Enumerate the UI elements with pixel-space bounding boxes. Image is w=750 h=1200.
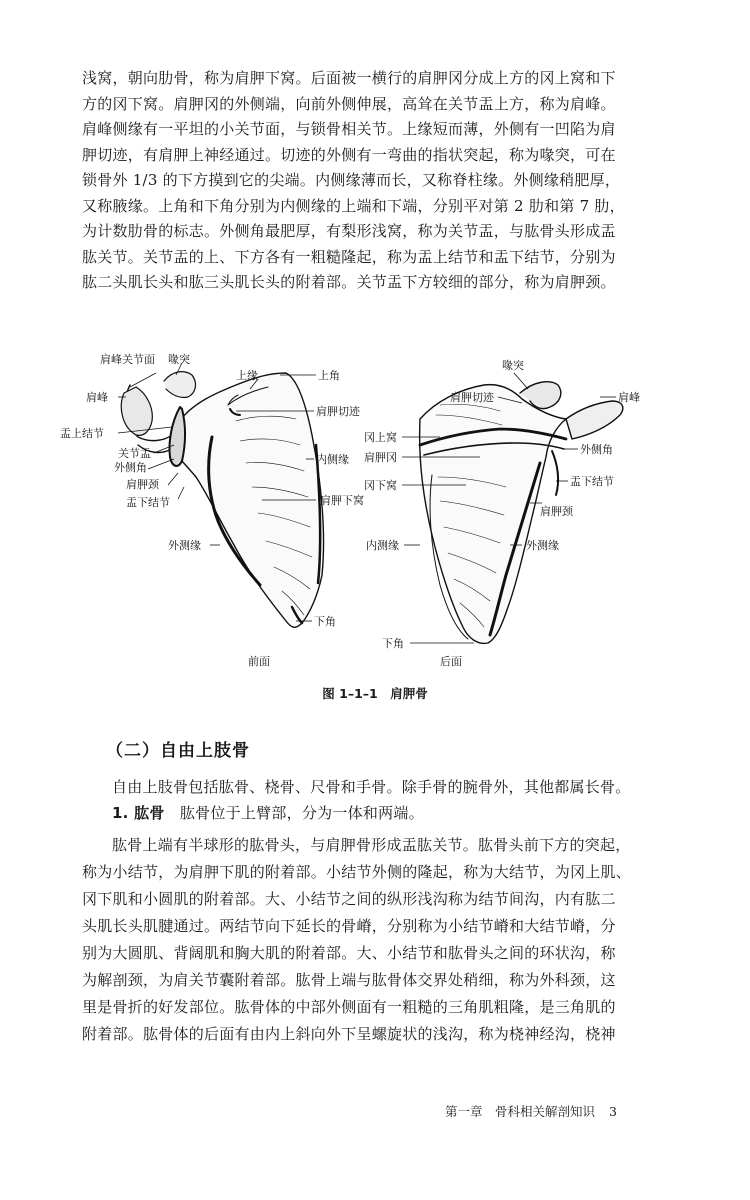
label-lateral-border-front: 外测缘 <box>168 539 201 552</box>
label-medial-border-front: 内侧缘 <box>316 453 349 466</box>
text-line: 别为大圆肌、背阔肌和胸大肌的附着部。大、小结节和肱骨头之间的环状沟，称 <box>82 944 616 962</box>
label-supraspinous-fossa: 冈上窝 <box>364 431 397 444</box>
label-subscapular-fossa: 肩胛下窝 <box>320 494 364 507</box>
humerus-lead-text: 肱骨位于上臂部，分为一体和两端。 <box>164 804 424 822</box>
text-line: 又称腋缘。上角和下角分别为内侧缘的上端和下端，分别平对第 2 肋和第 7 肋， <box>82 196 625 215</box>
text-line: 为解剖颈，为肩关节囊附着部。肱骨上端与肱骨体交界处稍细，称为外科颈，这 <box>82 971 616 989</box>
chapter-title: 第一章 骨科相关解剖知识 <box>445 1104 596 1119</box>
label-scapular-notch-front: 肩胛切迹 <box>316 405 360 418</box>
text-line: 附着部。肱骨体的后面有由内上斜向外下呈螺旋状的浅沟，称为桡神经沟，桡神 <box>82 1025 616 1043</box>
label-neck-front: 肩胛颈 <box>126 478 159 491</box>
label-neck-back: 肩胛颈 <box>540 505 573 518</box>
text-line: 头肌长头肌腱通过。两结节向下延长的骨嵴，分别称为小结节嵴和大结节嵴，分 <box>82 917 616 935</box>
text-line: 肱二头肌长头和肱三头肌长头的附着部。关节盂下方较细的部分，称为肩胛颈。 <box>82 273 616 291</box>
label-superior-angle: 上角 <box>318 369 340 382</box>
label-medial-border-back: 内测缘 <box>366 539 399 552</box>
label-infraglenoid-front: 盂下结节 <box>126 496 170 509</box>
text-line: 为计数肋骨的标志。外侧角最肥厚，有梨形浅窝，称为关节盂，与肱骨头形成盂 <box>82 222 616 240</box>
label-lateral-border-back: 外测缘 <box>526 539 559 552</box>
intro-paragraph <box>82 774 672 826</box>
label-coracoid-front: 喙突 <box>168 353 190 366</box>
label-lateral-angle-front: 外侧角 <box>114 461 147 474</box>
label-scapular-spine: 肩胛冈 <box>364 451 397 464</box>
humerus-lead-line <box>82 800 672 826</box>
label-acromion-front: 肩峰 <box>86 391 108 404</box>
scapula-figure <box>60 345 700 675</box>
label-infraglenoid-back: 盂下结节 <box>570 475 614 488</box>
label-view-back: 后面 <box>440 655 462 668</box>
humerus-lead: 1. 肱骨 <box>112 804 165 822</box>
label-infraspinous-fossa: 冈下窝 <box>364 479 397 492</box>
page-number: 3 <box>609 1104 617 1119</box>
section-heading: （二）自由上肢骨 <box>106 741 250 761</box>
text-line: 锁骨外 1/3 的下方摸到它的尖端。内侧缘薄而长，又称脊柱缘。外侧缘稍肥厚， <box>82 171 621 189</box>
label-acromion-back: 肩峰 <box>618 391 640 404</box>
label-view-front: 前面 <box>248 655 270 668</box>
label-coracoid-back: 喙突 <box>502 359 524 372</box>
text-line: 方的冈下窝。肩胛冈的外侧端，向前外侧伸展，高耸在关节盂上方，称为肩峰。 <box>82 94 616 113</box>
label-acromial-facet: 肩峰关节面 <box>100 353 155 366</box>
label-superior-border: 上缘 <box>236 369 258 382</box>
scapula-illustration <box>60 345 700 675</box>
label-inferior-angle-front: 下角 <box>314 615 336 628</box>
label-glenoid: 关节盂 <box>118 447 151 460</box>
page-footer <box>445 1102 617 1120</box>
text-line: 里是骨折的好发部位。肱骨体的中部外侧面有一粗糙的三角肌粗隆，是三角肌的 <box>82 998 616 1016</box>
text-line: 胛切迹，有肩胛上神经通过。切迹的外侧有一弯曲的指状突起，称为喙突，可在 <box>82 145 616 164</box>
figure-caption: 图 1–1–1 肩胛骨 <box>322 686 428 701</box>
text-line: 冈下肌和小圆肌的附着部。大、小结节之间的纵形浅沟称为结节间沟，内有肱二 <box>82 890 616 908</box>
label-supraglenoid: 盂上结节 <box>60 427 104 440</box>
text-line: 肱骨上端有半球形的肱骨头，与肩胛骨形成盂肱关节。肱骨头前下方的突起， <box>112 836 631 854</box>
text-line: 称为小结节，为肩胛下肌的附着部。小结节外侧的隆起，称为大结节，为冈上肌、 <box>82 863 632 881</box>
top-paragraph <box>82 66 672 296</box>
text-line: 肩峰侧缘有一平坦的小关节面，与锁骨相关节。上缘短而薄，外侧有一凹陷为肩 <box>82 120 616 138</box>
label-lateral-angle-back: 外侧角 <box>580 443 613 456</box>
text-line: 自由上肢骨包括肱骨、桡骨、尺骨和手骨。除手骨的腕骨外，其他都属长骨。 <box>112 778 631 796</box>
text-line: 肱关节。关节盂的上、下方各有一粗糙隆起，称为盂上结节和盂下结节，分别为 <box>82 247 616 266</box>
label-inferior-angle-back: 下角 <box>382 637 404 650</box>
label-scapular-notch-back: 肩胛切迹 <box>450 391 494 404</box>
text-line: 浅窝，朝向肋骨，称为肩胛下窝。后面被一横行的肩胛冈分成上方的冈上窝和下 <box>82 69 616 87</box>
back-scapula-drawing <box>420 382 623 644</box>
humerus-paragraph <box>82 832 672 1048</box>
